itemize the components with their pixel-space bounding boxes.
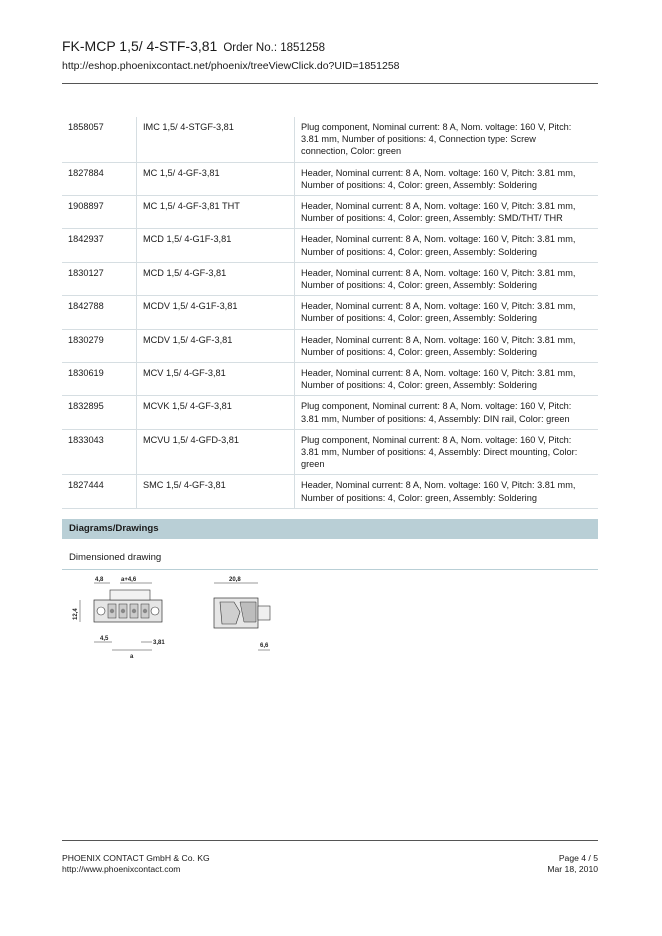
dim-label: a+4,6 — [121, 577, 137, 583]
side-view — [214, 577, 270, 650]
order-number-cell: 1830127 — [62, 262, 137, 295]
dim-label: 6,6 — [260, 643, 269, 649]
parts-table — [62, 117, 598, 509]
order-number-cell: 1842937 — [62, 229, 137, 262]
footer-left — [62, 853, 210, 875]
description-cell: Header, Nominal current: 8 A, Nom. voltage: 160 V, Pitch: 3.81 mm, Number of positions: 4, Color: green, Assembly: Soldering — [295, 363, 599, 396]
table-row — [62, 162, 598, 195]
page-header — [62, 38, 598, 73]
order-number-cell: 1858057 — [62, 117, 137, 162]
dimensioned-drawing — [64, 572, 284, 667]
product-title: FK-MCP 1,5/ 4-STF-3,81 — [62, 38, 218, 54]
footer-right — [547, 853, 598, 875]
front-view — [73, 577, 165, 660]
footer-page: Page 4 / 5 — [558, 853, 598, 863]
table-row — [62, 229, 598, 262]
subsection-header — [62, 549, 598, 570]
table-row — [62, 262, 598, 295]
type-cell: SMC 1,5/ 4-GF-3,81 — [137, 475, 295, 508]
footer-divider — [62, 840, 598, 841]
table-row — [62, 429, 598, 475]
type-cell: MC 1,5/ 4-GF-3,81 — [137, 162, 295, 195]
subsection-title: Dimensioned drawing — [69, 552, 162, 563]
description-cell: Header, Nominal current: 8 A, Nom. voltage: 160 V, Pitch: 3.81 mm, Number of positions: 4, Color: green, Assembly: Soldering — [295, 262, 599, 295]
header-divider — [62, 83, 598, 84]
dim-label: 4,5 — [100, 636, 109, 642]
order-number-cell: 1842788 — [62, 296, 137, 329]
type-cell: IMC 1,5/ 4-STGF-3,81 — [137, 117, 295, 162]
description-cell: Header, Nominal current: 8 A, Nom. voltage: 160 V, Pitch: 3.81 mm, Number of positions: 4, Color: green, Assembly: Soldering — [295, 329, 599, 362]
order-number-cell: 1832895 — [62, 396, 137, 429]
parts-table-body — [62, 117, 598, 508]
type-cell: MCVU 1,5/ 4-GFD-3,81 — [137, 429, 295, 475]
table-row — [62, 196, 598, 229]
order-number-cell: 1827444 — [62, 475, 137, 508]
table-row — [62, 396, 598, 429]
title-line — [62, 38, 598, 57]
type-cell: MCD 1,5/ 4-G1F-3,81 — [137, 229, 295, 262]
description-cell: Header, Nominal current: 8 A, Nom. voltage: 160 V, Pitch: 3.81 mm, Number of positions: 4, Color: green, Assembly: Soldering — [295, 162, 599, 195]
description-cell: Plug component, Nominal current: 8 A, Nom. voltage: 160 V, Pitch: 3.81 mm, Number of positions: 4, Assembly: Direct mounting, Color: green — [295, 429, 599, 475]
dim-label: 12,4 — [73, 608, 79, 620]
description-cell: Plug component, Nominal current: 8 A, Nom. voltage: 160 V, Pitch: 3.81 mm, Number of positions: 4, Assembly: DIN rail, Color: green — [295, 396, 599, 429]
order-number-cell: 1827884 — [62, 162, 137, 195]
footer-website[interactable]: http://www.phoenixcontact.com — [62, 864, 181, 874]
dim-label: a — [130, 654, 134, 660]
order-number-cell: 1830279 — [62, 329, 137, 362]
description-cell: Header, Nominal current: 8 A, Nom. voltage: 160 V, Pitch: 3.81 mm, Number of positions: 4, Color: green, Assembly: Soldering — [295, 229, 599, 262]
type-cell: MCDV 1,5/ 4-G1F-3,81 — [137, 296, 295, 329]
type-cell: MCV 1,5/ 4-GF-3,81 — [137, 363, 295, 396]
type-cell: MCDV 1,5/ 4-GF-3,81 — [137, 329, 295, 362]
type-cell: MC 1,5/ 4-GF-3,81 THT — [137, 196, 295, 229]
order-number-cell: 1908897 — [62, 196, 137, 229]
order-number-cell: 1830619 — [62, 363, 137, 396]
table-row — [62, 329, 598, 362]
dim-label: 20,8 — [229, 577, 241, 583]
table-row — [62, 296, 598, 329]
section-header — [62, 519, 598, 539]
table-row — [62, 117, 598, 162]
type-cell: MCVK 1,5/ 4-GF-3,81 — [137, 396, 295, 429]
description-cell: Header, Nominal current: 8 A, Nom. voltage: 160 V, Pitch: 3.81 mm, Number of positions: 4, Color: green, Assembly: Soldering — [295, 475, 599, 508]
footer-date: Mar 18, 2010 — [547, 864, 598, 874]
dim-label: 3,81 — [153, 640, 165, 646]
section-title: Diagrams/Drawings — [69, 523, 159, 534]
dim-label: 4,8 — [95, 577, 104, 583]
order-number: Order No.: 1851258 — [223, 42, 325, 54]
description-cell: Header, Nominal current: 8 A, Nom. voltage: 160 V, Pitch: 3.81 mm, Number of positions: 4, Color: green, Assembly: SMD/THT/ THR — [295, 196, 599, 229]
order-number-cell: 1833043 — [62, 429, 137, 475]
table-row — [62, 363, 598, 396]
footer-company: PHOENIX CONTACT GmbH & Co. KG — [62, 853, 210, 863]
description-cell: Plug component, Nominal current: 8 A, Nom. voltage: 160 V, Pitch: 3.81 mm, Number of positions: 4, Connection type: Screw connection, Color: green — [295, 117, 599, 162]
type-cell: MCD 1,5/ 4-GF-3,81 — [137, 262, 295, 295]
product-url[interactable]: http://eshop.phoenixcontact.net/phoenix/treeViewClick.do?UID=1851258 — [62, 60, 400, 72]
table-row — [62, 475, 598, 508]
description-cell: Header, Nominal current: 8 A, Nom. voltage: 160 V, Pitch: 3.81 mm, Number of positions: 4, Color: green, Assembly: Soldering — [295, 296, 599, 329]
